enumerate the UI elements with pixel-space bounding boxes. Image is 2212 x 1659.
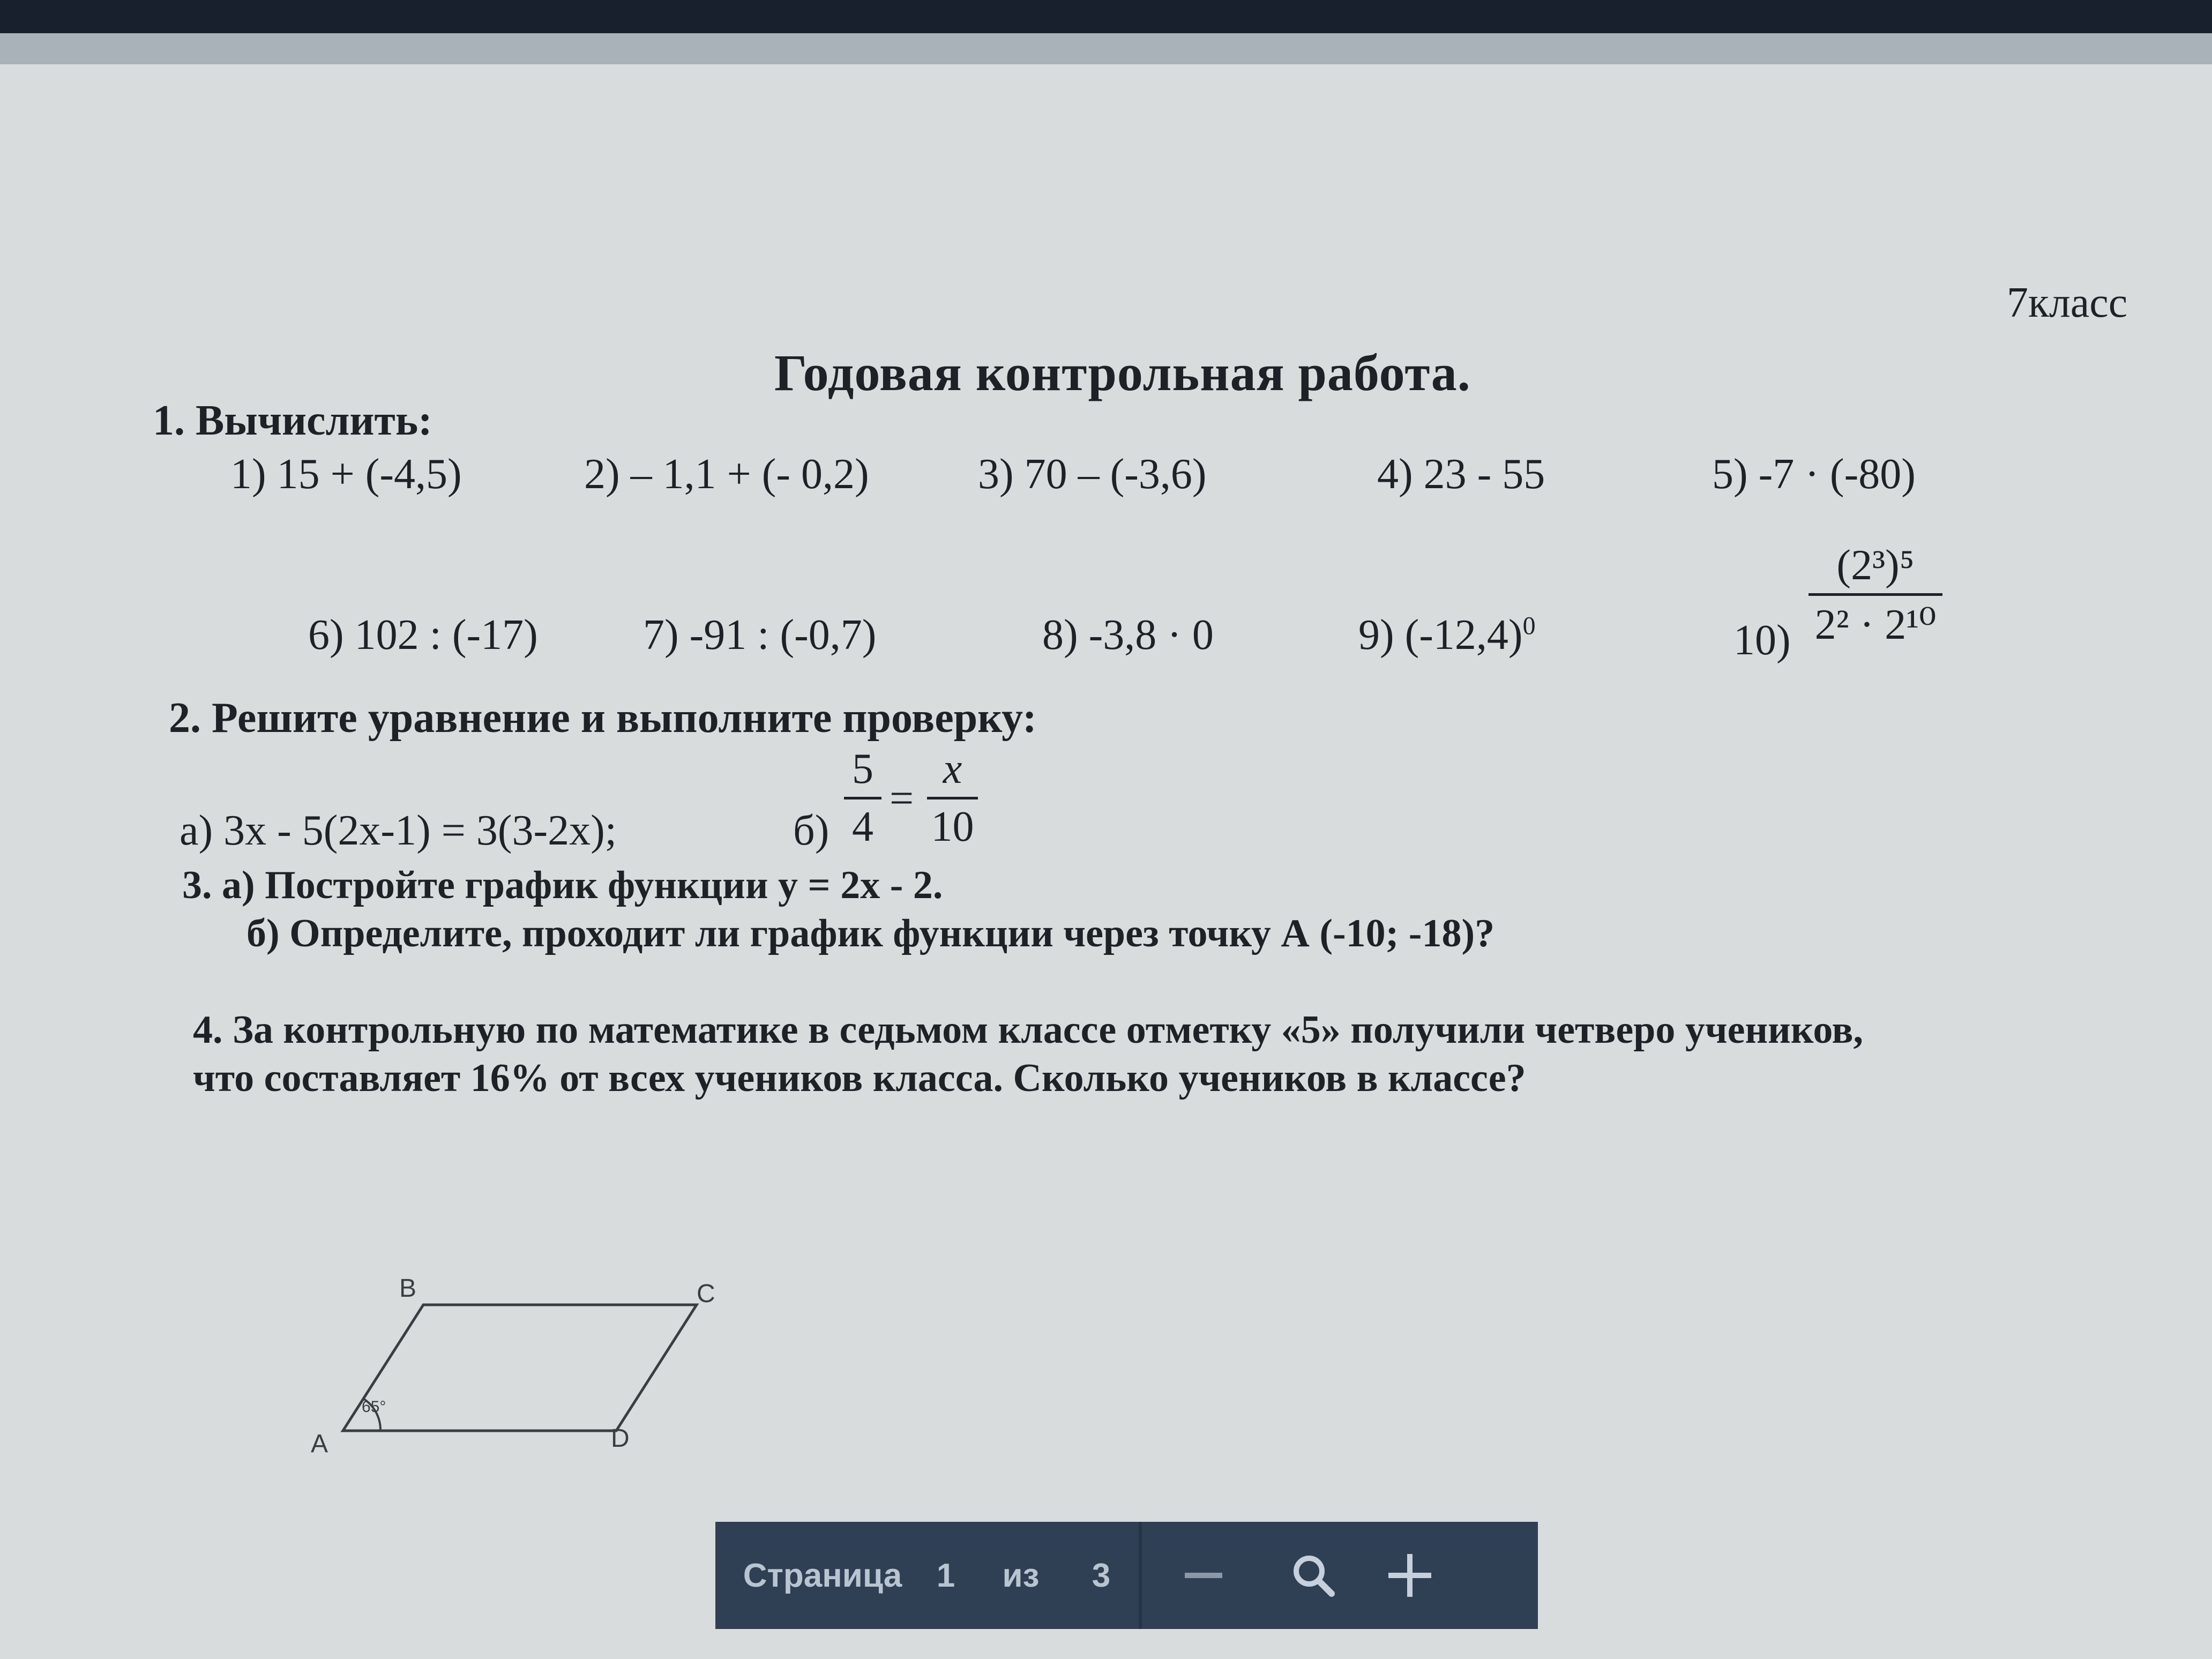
document-title: Годовая контрольная работа.	[774, 344, 1471, 401]
top-bar	[0, 0, 2212, 33]
q1-item-6: 6) 102 : (-17)	[308, 611, 538, 659]
fraction-bar	[1809, 593, 1942, 596]
q2-right-denominator: 10	[931, 803, 974, 850]
q2-fraction-left	[844, 745, 881, 851]
total-pages: 3	[1092, 1557, 1111, 1594]
q2-right-numerator: x	[943, 745, 962, 793]
q1-item-10-fraction	[1809, 541, 1942, 649]
q1-item-1: 1) 15 + (-4,5)	[230, 451, 462, 498]
q2-left-denominator: 4	[852, 803, 873, 850]
vertex-a-label: A	[311, 1430, 328, 1458]
q1-item-9	[1358, 611, 1536, 660]
fraction-bar	[844, 797, 881, 799]
q2-equation-a: а) 3х - 5(2х-1) = 3(3-2х);	[180, 807, 617, 854]
page-label: Страница	[743, 1557, 902, 1594]
window-edge	[0, 33, 2212, 64]
grade-label: 7класс	[2007, 279, 2128, 326]
q1-item-8: 8) -3,8 · 0	[1042, 611, 1214, 659]
vertex-b-label: B	[399, 1274, 417, 1303]
q1-item-4: 4) 23 - 55	[1377, 451, 1545, 498]
angle-label: 65°	[362, 1398, 386, 1416]
q2-heading: 2. Решите уравнение и выполните проверку:	[169, 694, 1037, 742]
q3-part-b: б) Определите, проходит ли график функции через точку А (-10; -18)?	[246, 911, 1495, 955]
q2-left-numerator: 5	[852, 745, 873, 793]
q4-line-1: 4. За контрольную по математике в седьмом классе отметку «5» получили четверо учеников,	[193, 1008, 1863, 1052]
zoom-out-button[interactable]	[1142, 1573, 1265, 1578]
q2-equation-b-label: б)	[793, 807, 829, 854]
current-page-input[interactable]: 1	[936, 1557, 955, 1594]
parallelogram-figure	[300, 1195, 729, 1463]
q3-part-a: 3. а) Постройте график функции у = 2х - 2.	[182, 863, 943, 907]
vertex-c-label: C	[697, 1280, 715, 1308]
q2-equals-sign: =	[890, 775, 914, 822]
minus-icon	[1185, 1573, 1222, 1578]
zoom-reset-button[interactable]	[1265, 1549, 1362, 1602]
q1-item-7: 7) -91 : (-0,7)	[643, 611, 877, 659]
q1-item-10-label: 10)	[1733, 617, 1791, 664]
fraction-bar	[927, 797, 978, 799]
q2-fraction-right	[927, 745, 978, 851]
zoom-in-button[interactable]	[1362, 1554, 1458, 1597]
q1-item-2: 2) – 1,1 + (- 0,2)	[584, 451, 869, 498]
plus-icon	[1388, 1554, 1431, 1597]
q1-item-9-exponent: 0	[1522, 611, 1536, 640]
q1-item-3: 3) 70 – (-3,6)	[978, 451, 1207, 498]
q1-item-9-base: 9) (-12,4)	[1358, 611, 1523, 659]
parallelogram-shape	[343, 1305, 697, 1431]
page-toolbar	[715, 1522, 1538, 1629]
of-label: из	[1002, 1557, 1040, 1594]
q4-line-2: что составляет 16% от всех учеников класса. Сколько учеников в классе?	[193, 1056, 1526, 1100]
q1-item-5: 5) -7 · (-80)	[1712, 451, 1916, 498]
q1-heading: 1. Вычислить:	[153, 397, 432, 444]
document-page	[0, 64, 2212, 1659]
q1-item-10-denominator: 2² · 2¹⁰	[1814, 601, 1937, 648]
q1-item-10-numerator: (2³)⁵	[1836, 542, 1915, 589]
magnifier-icon	[1287, 1549, 1340, 1602]
vertex-d-label: D	[611, 1424, 630, 1453]
